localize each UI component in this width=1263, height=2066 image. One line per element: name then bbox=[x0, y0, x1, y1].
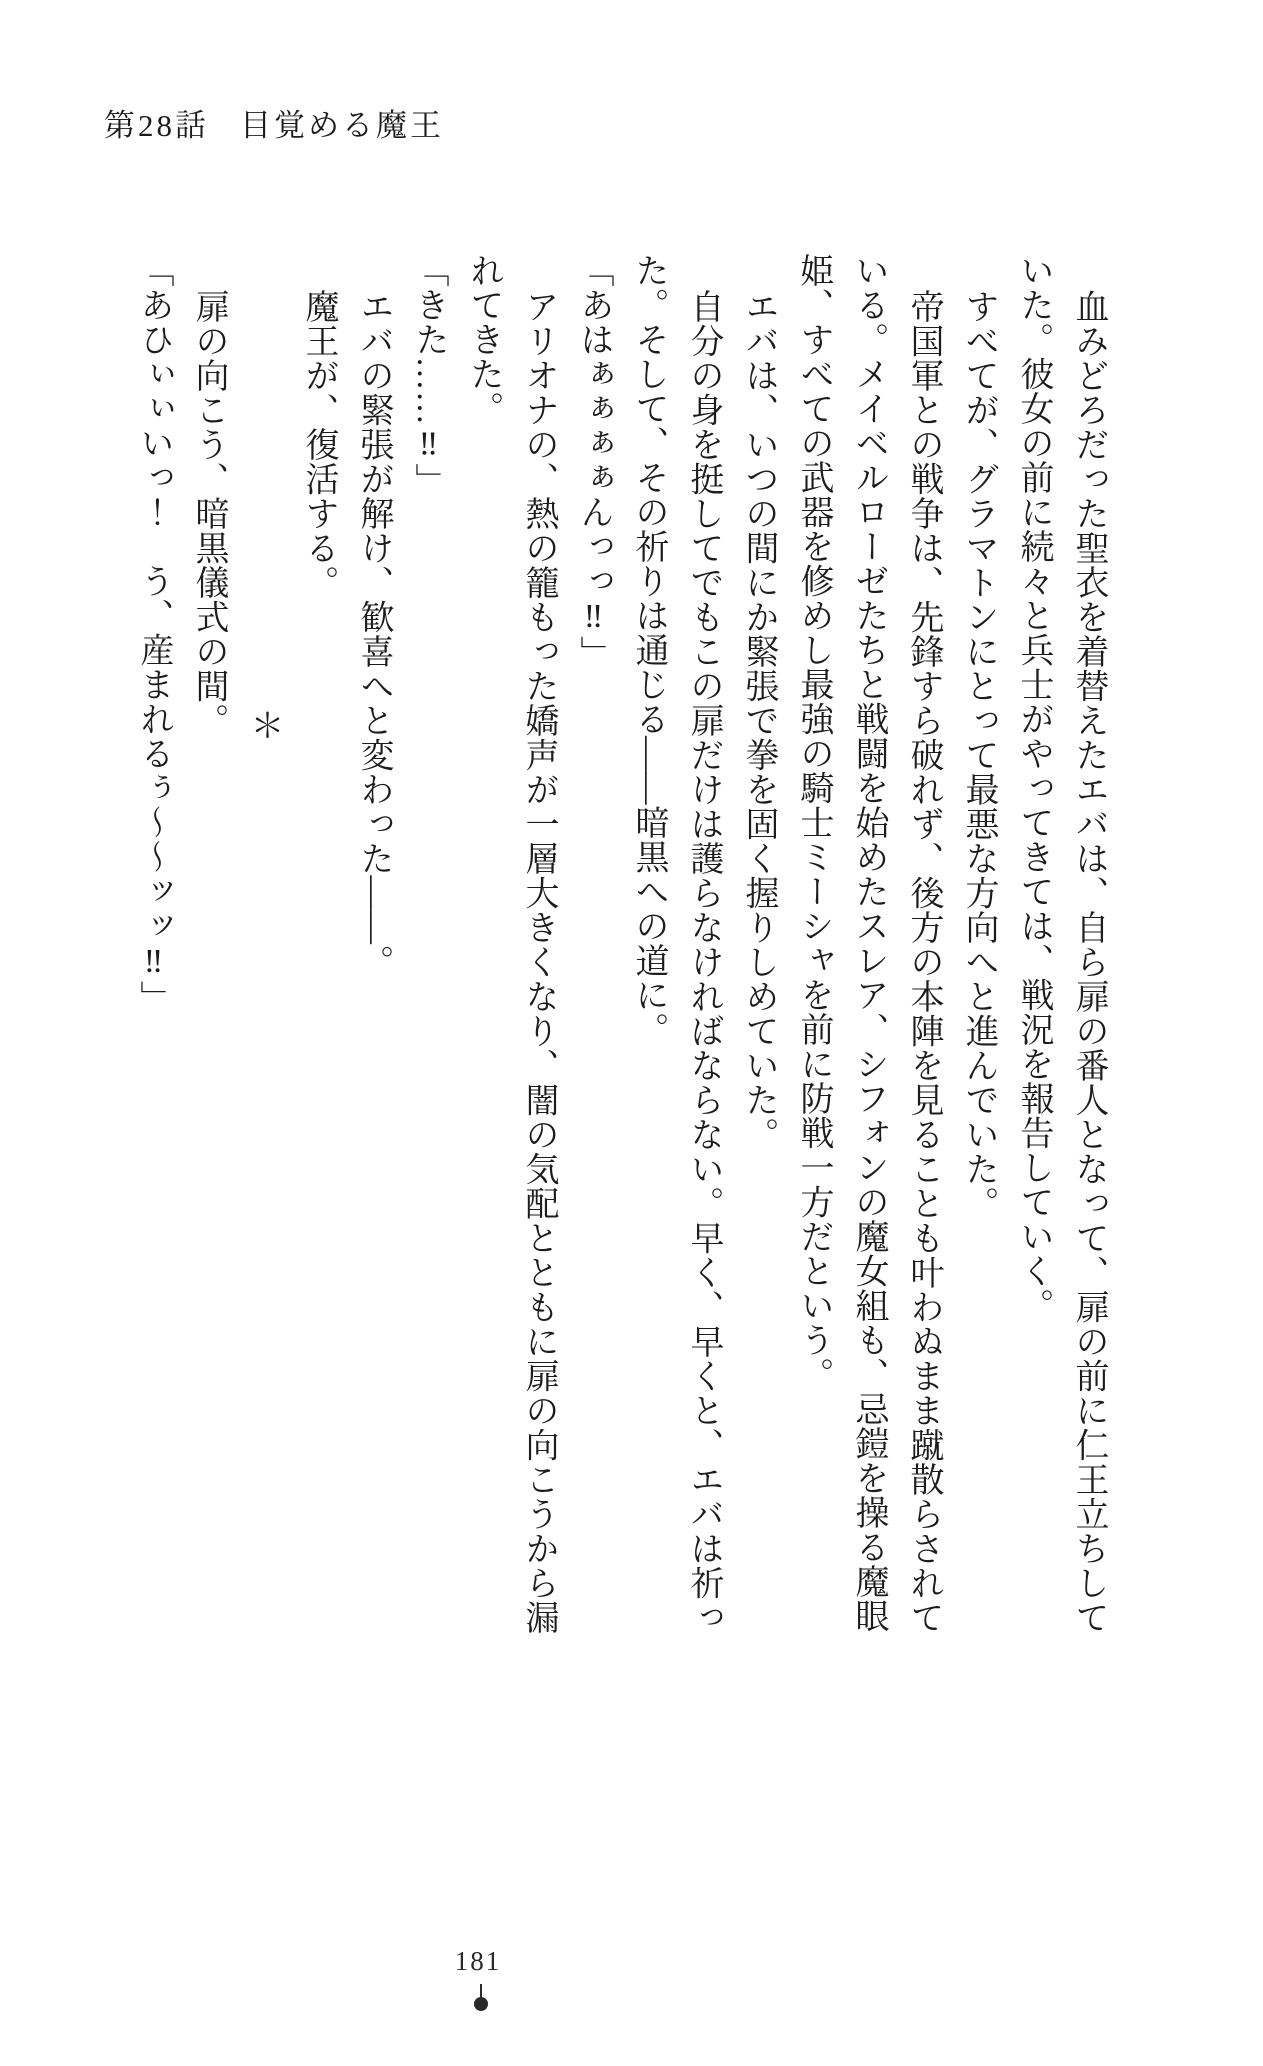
text-column: 帝国軍との戦争は、先鋒すら破れず、後方の本陣を見ることも叶わぬまま蹴散らされて bbox=[905, 289, 942, 1635]
text-column: 血みどろだった聖衣を着替えたエバは、自ら扉の番人となって、扉の前に仁王立ちして bbox=[1070, 289, 1107, 1635]
text-column-dialogue: 「きた……‼」 bbox=[410, 253, 447, 498]
chapter-label: 第28話 bbox=[104, 108, 209, 143]
text-column: エバは、いつの間にか緊張で拳を固く握りしめていた。 bbox=[740, 289, 777, 1152]
vertical-text-block bbox=[124, 253, 1116, 1813]
text-column-dialogue: 「あひぃぃいっ！ う、産まれるぅ～～ッッ‼」 bbox=[135, 253, 172, 1015]
page-number: 181 bbox=[454, 1946, 502, 1976]
text-column: アリオナの、熱の籠もった嬌声が一層大きくなり、闇の気配とともに扉の向こうから漏 bbox=[520, 289, 557, 1635]
binding-mark-dot bbox=[474, 1997, 488, 2011]
text-column: エバの緊張が解け、歓喜へと変わった――。 bbox=[355, 289, 392, 979]
text-column: すべてが、グラマトンにとって最悪な方向へと進んでいた。 bbox=[960, 289, 997, 1221]
text-column: 自分の身を挺してでもこの扉だけは護らなければならない。早く、早くと、エバは祈っ bbox=[685, 289, 722, 1635]
chapter-title: 目覚める魔王 bbox=[240, 108, 444, 143]
scene-break-asterisk: ＊ bbox=[245, 708, 282, 743]
text-column: た。そして、その祈りは通じる――暗黒への道に。 bbox=[630, 253, 667, 1047]
text-column: いた。彼女の前に続々と兵士がやってきては、戦況を報告していく。 bbox=[1015, 253, 1052, 1323]
text-column: れてきた。 bbox=[465, 253, 502, 426]
text-column: 扉の向こう、暗黒儀式の間。 bbox=[190, 289, 227, 738]
binding-mark-icon bbox=[467, 1984, 495, 2018]
text-column: いる。メイベルローゼたちと戦闘を始めたスレア、シフォンの魔女組も、忌鎧を操る魔眼 bbox=[850, 253, 887, 1633]
running-head bbox=[104, 100, 444, 145]
text-column: 姫、すべての武器を修めし最強の騎士ミーシャを前に防戦一方だという。 bbox=[795, 253, 832, 1392]
text-column: 魔王が、復活する。 bbox=[300, 289, 337, 600]
text-column-dialogue: 「あはぁぁぁぁんっっ‼」 bbox=[575, 253, 612, 670]
